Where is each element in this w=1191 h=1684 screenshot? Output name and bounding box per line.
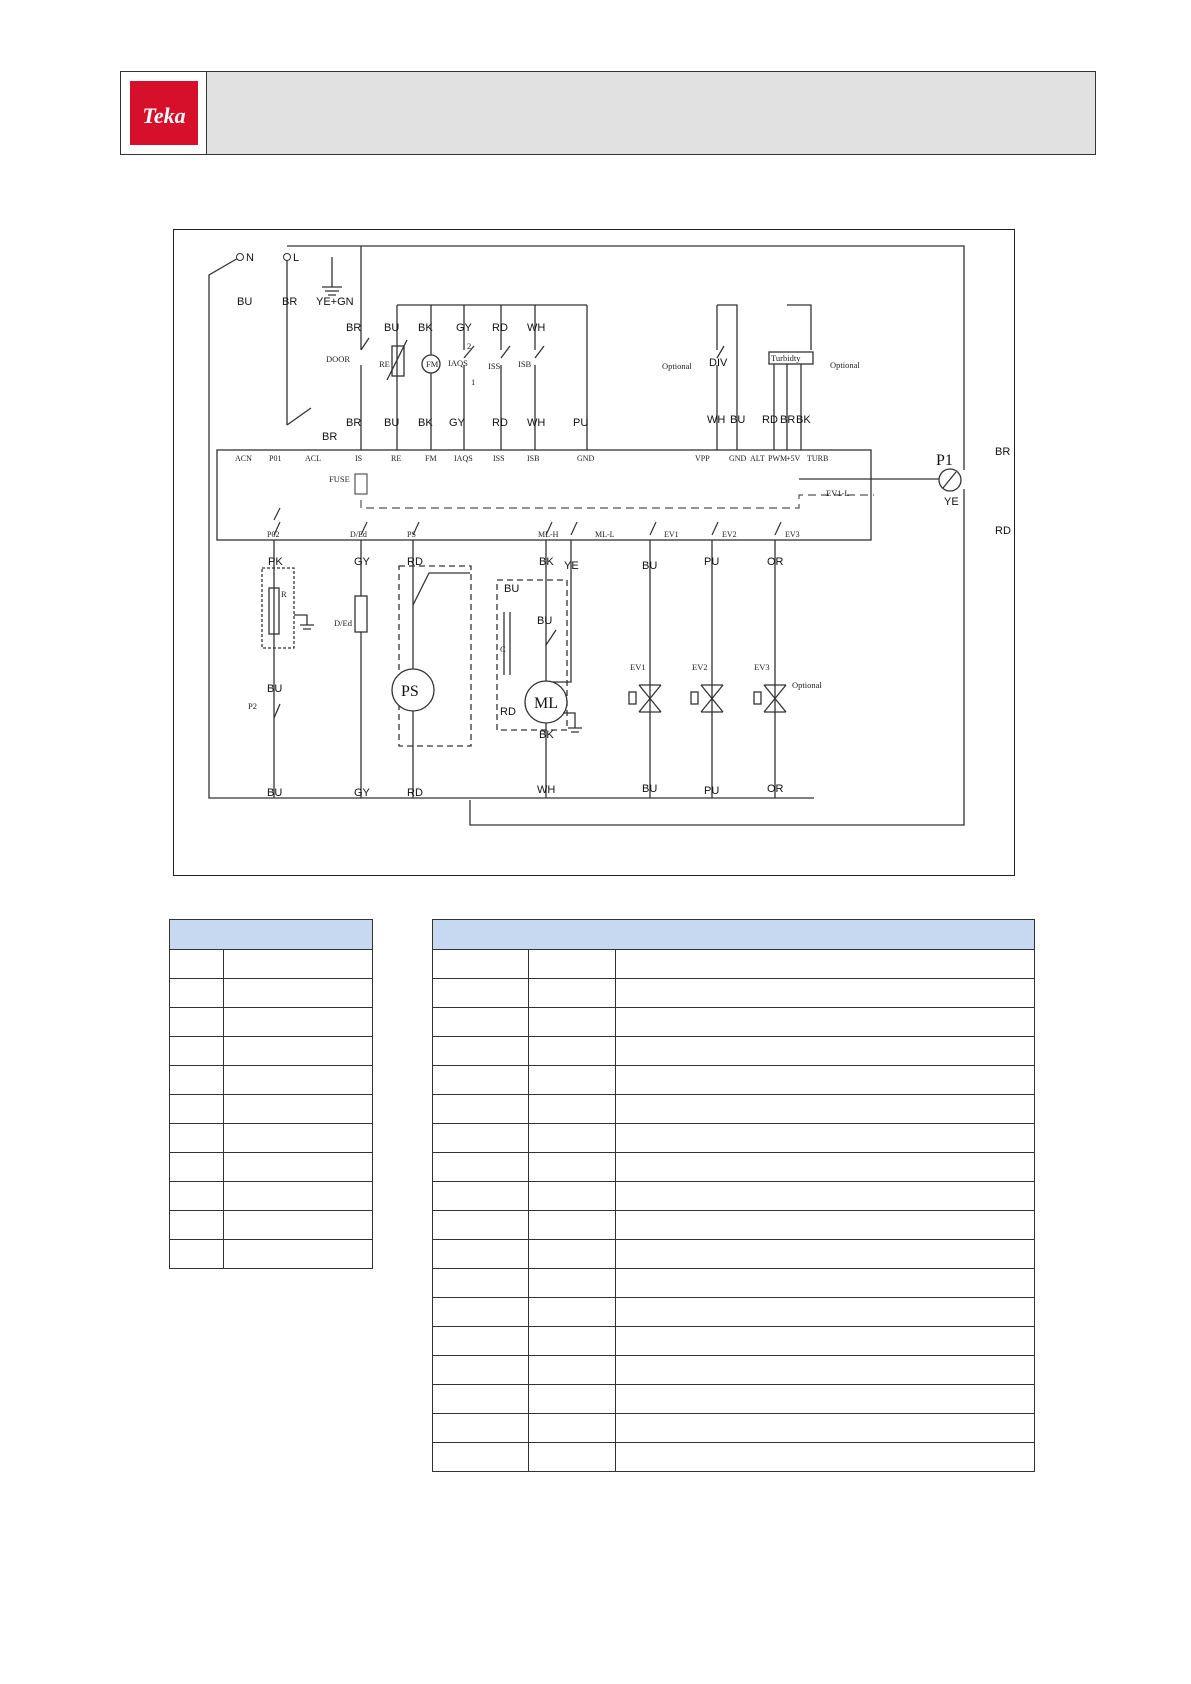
legend-left-cell [170, 1182, 224, 1211]
terminal-label-iaqs: IAQS [454, 454, 473, 463]
label-iss: ISS [488, 361, 501, 371]
label-rd-ps: RD [407, 556, 423, 568]
label-r: R [281, 589, 287, 599]
label-fm: FM [426, 359, 439, 369]
legend-left-row [170, 1182, 373, 1211]
legend-right-cell [615, 1066, 1034, 1095]
label-c: C [500, 644, 506, 654]
label-gy-bottom: GY [354, 787, 370, 799]
legend-right-cell [433, 1153, 529, 1182]
label-ye-p1: YE [944, 496, 959, 508]
legend-left-row [170, 1095, 373, 1124]
ml-switch [546, 630, 556, 645]
legend-left-row [170, 1124, 373, 1153]
label-re: RE [379, 359, 390, 369]
terminal-label-p02: P02 [267, 530, 280, 539]
label-ev3: EV3 [754, 662, 770, 672]
legend-left-cell [170, 1037, 224, 1066]
label-pu-ev2-bot: PU [704, 785, 720, 797]
label-bu-re-bot: BU [384, 417, 400, 429]
legend-right-cell [433, 1269, 529, 1298]
legend-right-cell [528, 1443, 615, 1472]
legend-right-row [433, 1327, 1035, 1356]
legend-right-cell [433, 1066, 529, 1095]
legend-left-cell [223, 1066, 372, 1095]
terminal-label-ev3: EV3 [785, 530, 800, 539]
earth-symbol [322, 287, 342, 295]
label-rd-iss-bot: RD [492, 417, 508, 429]
legend-left-cell [223, 1008, 372, 1037]
legend-left-cell [223, 1240, 372, 1269]
label-bk-fm-top: BK [418, 322, 433, 334]
ded-component [355, 596, 367, 632]
legend-right-cell [528, 1327, 615, 1356]
label-iaqs: IAQS [448, 358, 468, 368]
legend-right-row [433, 1298, 1035, 1327]
legend-right-cell [433, 1327, 529, 1356]
legend-left-row [170, 1211, 373, 1240]
legend-right-row [433, 1095, 1035, 1124]
terminal-label-fm: FM [425, 454, 437, 463]
legend-right-cell [433, 1182, 529, 1211]
board-terminals-bottom [267, 530, 800, 539]
ev2-coil [691, 692, 698, 704]
legend-left-cell [170, 1124, 224, 1153]
terminal-label-ps: PS [407, 530, 416, 539]
terminal-label-alt: ALT [750, 454, 765, 463]
label-bu-p2: BU [267, 683, 283, 695]
label-br-door-top: BR [346, 322, 362, 334]
legend-right-row [433, 1269, 1035, 1298]
legend-right-row [433, 1153, 1035, 1182]
legend-right-cell [615, 1124, 1034, 1153]
legend-right-row [433, 1443, 1035, 1472]
header-title-area [207, 72, 1095, 154]
legend-right-row [433, 1124, 1035, 1153]
label-wh-isb-bot: WH [527, 417, 546, 429]
label-rd-iss-top: RD [492, 322, 508, 334]
legend-table-right [432, 919, 1035, 1472]
label-wh-isb-top: WH [527, 322, 546, 334]
ml-earth [563, 713, 582, 732]
wire-turbidity [787, 305, 811, 350]
label-wh-bottom: WH [537, 784, 556, 796]
board-internal-dashed [361, 495, 874, 508]
label-ye-ml: YE [564, 560, 579, 572]
legend-left-cell [170, 1008, 224, 1037]
label-l: L [293, 252, 300, 264]
legend-table-left [169, 919, 373, 1269]
legend-right-cell [433, 1240, 529, 1269]
legend-table-left-header [170, 920, 373, 950]
label-or-ev3: OR [767, 556, 784, 568]
ps-switch [413, 573, 470, 605]
legend-right-cell [433, 1211, 529, 1240]
terminal-label-gnd2: GND [729, 454, 747, 463]
label-yegn: YE+GN [316, 296, 354, 308]
legend-right-cell [615, 1095, 1034, 1124]
legend-right-cell [433, 1356, 529, 1385]
terminal-n [237, 254, 244, 261]
terminal-label-ded: D/Ed [350, 530, 367, 539]
legend-right-cell [433, 1008, 529, 1037]
legend-right-cell [528, 1066, 615, 1095]
label-bu-div: BU [730, 414, 746, 426]
door-switch-blade [361, 338, 369, 350]
legend-left-cell [223, 1095, 372, 1124]
legend-right-cell [433, 979, 529, 1008]
label-bu-n: BU [237, 296, 253, 308]
wire-div-wh [717, 305, 724, 450]
legend-right-row [433, 1182, 1035, 1211]
legend-left-cell [170, 1153, 224, 1182]
legend-right-cell [528, 1385, 615, 1414]
legend-right-cell [615, 1443, 1034, 1472]
legend-right-cell [433, 1095, 529, 1124]
legend-right-cell [528, 950, 615, 979]
label-p1: P1 [936, 452, 953, 469]
label-br-acl: BR [322, 431, 338, 443]
label-ps: PS [401, 683, 419, 700]
legend-right-cell [528, 1037, 615, 1066]
legend-right-cell [528, 1298, 615, 1327]
legend-right-row [433, 1385, 1035, 1414]
legend-left-cell [170, 1240, 224, 1269]
legend-right-cell [433, 1037, 529, 1066]
legend-right-row [433, 1037, 1035, 1066]
terminal-label-vpp: VPP [695, 454, 710, 463]
label-br-l: BR [282, 296, 298, 308]
wire-turbidity-leads [774, 364, 801, 450]
terminal-label-ml-h: ML-H [538, 530, 559, 539]
page-header [120, 71, 1096, 155]
label-rd-pwm: RD [762, 414, 778, 426]
wire-top-rail [287, 246, 964, 470]
label-ev1: EV1 [630, 662, 646, 672]
ps-dashed-box [399, 566, 471, 746]
terminal-label-iss: ISS [493, 454, 505, 463]
label-bu-ev1: BU [642, 560, 658, 572]
wire-acl [287, 408, 311, 425]
legend-right-cell [528, 1182, 615, 1211]
legend-right-cell [433, 1414, 529, 1443]
label-door: DOOR [326, 354, 351, 364]
legend-right-cell [615, 1356, 1034, 1385]
legend-left-cell [170, 1066, 224, 1095]
fuse-symbol [355, 474, 367, 494]
legend-right-cell [433, 1443, 529, 1472]
legend-right-cell [433, 1298, 529, 1327]
legend-right-cell [615, 1008, 1034, 1037]
label-br-5v: BR [780, 414, 796, 426]
label-wh-div: WH [707, 414, 726, 426]
legend-right-row [433, 979, 1035, 1008]
label-ml: ML [534, 695, 558, 712]
label-bu-ml-inner: BU [504, 583, 520, 595]
legend-right-row [433, 1066, 1035, 1095]
legend-right-cell [528, 1095, 615, 1124]
label-div: DIV [709, 357, 728, 369]
legend-right-cell [528, 1211, 615, 1240]
legend-right-cell [433, 1385, 529, 1414]
legend-left-cell [170, 1095, 224, 1124]
legend-right-cell [528, 1269, 615, 1298]
legend-left-cell [170, 1211, 224, 1240]
label-ev2: EV2 [692, 662, 708, 672]
wire-div-bu [717, 305, 737, 450]
legend-right-row [433, 1211, 1035, 1240]
label-bk-ml-bot: BK [539, 729, 554, 741]
legend-left-cell [170, 950, 224, 979]
ev3-coil [754, 692, 761, 704]
legend-right-row [433, 1414, 1035, 1443]
legend-right-cell [528, 1356, 615, 1385]
heater-earth [294, 615, 314, 629]
terminal-label-isb: ISB [527, 454, 540, 463]
legend-left-row [170, 1153, 373, 1182]
label-gy-iaqs-top: GY [456, 322, 472, 334]
p2-switch [274, 704, 280, 718]
label-bk-turb: BK [796, 414, 811, 426]
legend-right-cell [528, 1240, 615, 1269]
terminal-label-pwm: PWM [768, 454, 788, 463]
legend-right-cell [528, 1124, 615, 1153]
terminal-label-acn: ACN [235, 454, 252, 463]
legend-right-cell [615, 1414, 1034, 1443]
wire-n [209, 257, 274, 798]
label-rd-p1: RD [995, 525, 1011, 537]
label-bu-ev1-bot: BU [642, 783, 658, 795]
legend-right-cell [615, 1298, 1034, 1327]
legend-left-cell [223, 979, 372, 1008]
legend-right-cell [615, 1327, 1034, 1356]
label-optional-left: Optional [662, 361, 692, 371]
legend-right-cell [615, 1037, 1034, 1066]
terminal-label-is: IS [355, 454, 363, 463]
terminal-label-acl: ACL [305, 454, 321, 463]
label-fuse: FUSE [329, 474, 350, 484]
terminal-label-ev2: EV2 [722, 530, 737, 539]
legend-right-row [433, 1356, 1035, 1385]
label-iaqs-2: 2 [467, 341, 472, 351]
label-gy-iaqs-bot: GY [449, 417, 465, 429]
label-pu-gnd: PU [573, 417, 589, 429]
legend-left-row [170, 1037, 373, 1066]
legend-left-row [170, 1240, 373, 1269]
label-optional-ev3: Optional [792, 680, 822, 690]
label-br-p1: BR [995, 446, 1011, 458]
label-gy-ded: GY [354, 556, 370, 568]
legend-right-cell [615, 1240, 1034, 1269]
terminal-l [284, 254, 291, 261]
label-or-ev3-bot: OR [767, 783, 784, 795]
board-terminals-top [235, 454, 828, 463]
label-n: N [246, 252, 254, 264]
legend-right-cell [615, 1211, 1034, 1240]
label-ded: D/Ed [334, 618, 352, 628]
terminal-label-5v: +5V [786, 454, 801, 463]
legend-right-cell [528, 1008, 615, 1037]
legend-left-cell [223, 1037, 372, 1066]
legend-left-row [170, 1008, 373, 1037]
legend-left-row [170, 1066, 373, 1095]
label-rd-bottom: RD [407, 787, 423, 799]
label-ev1-l: EV1-L [826, 488, 850, 498]
legend-right-cell [433, 950, 529, 979]
legend-right-cell [615, 1385, 1034, 1414]
logo-text: Teka [141, 103, 186, 128]
legend-right-cell [615, 1153, 1034, 1182]
legend-left-cell [223, 1211, 372, 1240]
label-turbidity: Turbidty [771, 353, 801, 363]
label-iaqs-1: 1 [471, 377, 476, 387]
label-pu-ev2: PU [704, 556, 720, 568]
legend-left-cell [223, 950, 372, 979]
wires [209, 246, 964, 825]
legend-right-row [433, 1240, 1035, 1269]
label-bu-re-top: BU [384, 322, 400, 334]
label-bu-bottom: BU [267, 787, 283, 799]
legend-right-cell [528, 1153, 615, 1182]
terminal-label-re: RE [391, 454, 402, 463]
legend-right-cell [615, 1182, 1034, 1211]
legend-right-cell [528, 1414, 615, 1443]
terminal-label-turb: TURB [807, 454, 829, 463]
wiring-diagram [173, 229, 1015, 876]
label-optional-right: Optional [830, 360, 860, 370]
legend-right-cell [528, 979, 615, 1008]
legend-left-cell [223, 1124, 372, 1153]
label-bu-ml-inner2: BU [537, 615, 553, 627]
terminal-label-gnd: GND [577, 454, 595, 463]
label-p2: P2 [248, 701, 257, 711]
label-bk-ml: BK [539, 556, 554, 568]
legend-right-cell [615, 1269, 1034, 1298]
legend-right-row [433, 950, 1035, 979]
legend-right-row [433, 1008, 1035, 1037]
legend-left-row [170, 979, 373, 1008]
legend-right-cell [615, 979, 1034, 1008]
logo-cell [121, 72, 207, 154]
legend-left-cell [170, 979, 224, 1008]
legend-left-cell [223, 1153, 372, 1182]
terminal-label-ml-l: ML-L [595, 530, 615, 539]
heater-block [262, 568, 294, 648]
teka-logo [130, 81, 198, 145]
label-pk: PK [268, 556, 283, 568]
control-board [217, 450, 871, 540]
legend-left-row [170, 950, 373, 979]
legend-left-cell [223, 1182, 372, 1211]
wiring-diagram-svg [174, 230, 1016, 877]
label-isb: ISB [518, 359, 532, 369]
terminal-label-ev1: EV1 [664, 530, 679, 539]
label-bk-fm-bot: BK [418, 417, 433, 429]
label-rd-ml: RD [500, 706, 516, 718]
legend-right-cell [615, 950, 1034, 979]
terminal-label-p01: P01 [269, 454, 282, 463]
ev1-coil [629, 692, 636, 704]
legend-right-cell [433, 1124, 529, 1153]
legend-table-right-header [433, 920, 1035, 950]
label-br-door-bot: BR [346, 417, 362, 429]
